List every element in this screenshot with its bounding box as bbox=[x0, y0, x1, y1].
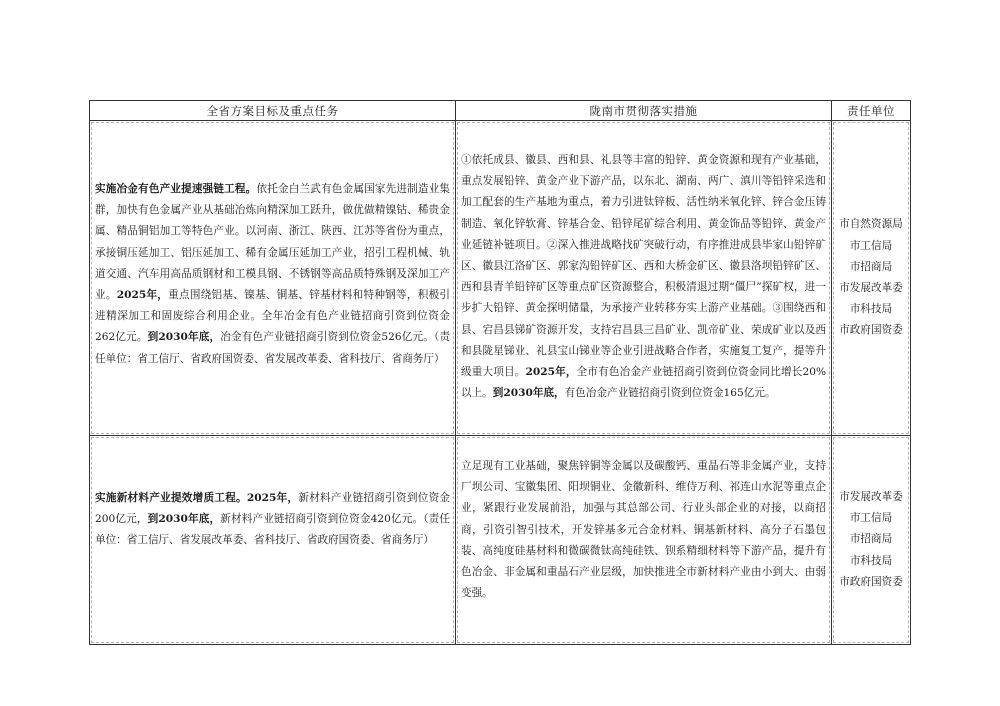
measure-body: 全市有色冶金产业链招商引资到位资金同比增长20%以上。 bbox=[461, 366, 827, 400]
responsible-unit: 市工信局 bbox=[849, 512, 893, 525]
task-body: 重点围绕铝基、镍基、铜基、锌基材料和特种钢等，积极引进精深加工和固废综合利用企业。全年冶金有色产业链招商引资到位资金262亿元。 bbox=[95, 289, 451, 344]
responsible-unit-list bbox=[833, 122, 909, 434]
city-measure-cell bbox=[456, 436, 832, 645]
province-task-cell bbox=[90, 436, 456, 645]
province-task-text bbox=[92, 438, 453, 552]
task-year: 2025年， bbox=[246, 492, 299, 504]
responsible-unit: 市科技局 bbox=[849, 303, 893, 316]
table-row bbox=[90, 121, 911, 436]
task-year: 到2030年底， bbox=[147, 513, 221, 526]
measure-body: 有色冶金产业链招商引资到位资金165亿元。 bbox=[564, 387, 776, 400]
measure-body: 立足现有工业基础，聚焦锌铜等金属以及碳酸钙、重晶石等非金属产业，支持厂坝公司、宝徽集团、阳坝铜业、金徽新科、维侍万利、祁连山水泥等重点企业，紧跟行业发展前沿，加强与其总部公司、行业头部企业的对接，以商招商，引资引智引技术，开发锌基多元合金材料、铜基新材料、高分子石墨包装、高纯度硅基材料和微碳微钛高纯硅铁、钡系精细材料等下游产品，提升有色冶金、非金属和重晶石产业层级，加快推进全市新材料产业由小到大、由弱变强。 bbox=[461, 460, 826, 600]
responsible-unit: 市政府国资委 bbox=[839, 324, 903, 337]
city-measure-text bbox=[458, 123, 829, 404]
task-lead: 实施新材料产业提效增质工程。 bbox=[95, 492, 247, 504]
responsible-unit-cell bbox=[832, 121, 911, 436]
responsible-unit: 市发展改革委 bbox=[839, 282, 903, 294]
table-header-row bbox=[90, 101, 911, 121]
task-year: 到2030年底， bbox=[147, 331, 221, 344]
responsible-unit: 市招商局 bbox=[849, 533, 893, 546]
responsible-unit: 市招商局 bbox=[849, 260, 893, 273]
responsible-unit: 市工信局 bbox=[849, 239, 893, 252]
responsible-unit: 市科技局 bbox=[849, 554, 893, 567]
province-task-cell bbox=[90, 121, 456, 436]
measure-year: 到2030年底， bbox=[492, 387, 565, 400]
measure-body: ①依托成县、徽县、西和县、礼县等丰富的铅锌、黄金资源和现有产业基础，重点发展铅锌、黄金产业下游产品，以东北、湖南、两广、滇川等铅锌采选和加工配套的生产基地为重点，着力引进钛锌板、活性纳米氧化锌、锌合金压铸制造、氧化锌软膏、锌基合金、铅锌尾矿综合利用、黄金饰品等铅锌、黄金产业延链补链项目。②深入推进战略找矿突破行动，有序推进成县毕家山铅锌矿区、徽县江洛矿区、郭家沟铅锌矿区、西和大桥金矿区、徽县洛坝铅锌矿区、西和县青羊铅锌矿区等重点矿区资源整合，积极清退过期“僵尸”探矿权，进一步扩大铅锌、黄金探明储量，为承接产业转移夯实上游产业基础。③围绕西和县、宕昌县锑矿资源开发，支持宕昌县三昌矿业、凯帝矿业、荣成矿业以及西和县陇星锑业、礼县宝山锑业等企业引进战略合作者，实施复工复产，提等升级重大项目。 bbox=[461, 154, 826, 379]
task-body: 冶金有色产业链招商引资到位资金526亿元。（责任单位：省工信厅、省政府国资委、省发展改革委、省科技厅、省商务厅） bbox=[95, 331, 450, 365]
measure-year: 2025年， bbox=[525, 366, 577, 379]
responsible-unit-cell bbox=[832, 436, 911, 645]
responsible-unit: 市政府国资委 bbox=[839, 575, 903, 588]
province-task-text bbox=[92, 123, 453, 370]
task-year: 2025年， bbox=[116, 289, 169, 302]
table-row bbox=[90, 436, 911, 645]
task-body: 新材料产业链招商引资到位资金200亿元， bbox=[95, 492, 451, 526]
header-province-task: 全省方案目标及重点任务 bbox=[90, 101, 456, 121]
responsible-unit-list bbox=[833, 437, 909, 643]
responsible-unit: 市自然资源局 bbox=[839, 218, 903, 231]
city-measure-cell bbox=[456, 121, 832, 436]
city-measure-text bbox=[458, 438, 829, 604]
task-body: 依托金白兰武有色金属国家先进制造业集群，加快有色金属产业从基础冶炼向精深加工跃升，做优做精镍钴、稀贵金属、精品铜铝加工等特色产业。以河南、浙江、陕西、江苏等省份为重点，承接铜压延加工、铝压延加工、稀有金属压延加工产业，招引工程机械、轨道交通、汽车用高品质钢材和工模具钢、不锈钢等高品质特殊钢及深加工产业。 bbox=[95, 183, 451, 302]
task-body: 新材料产业链招商引资到位资金420亿元。（责任单位：省工信厅、省发展改革委、省科技厅、省政府国资委、省商务厅） bbox=[95, 513, 450, 547]
header-responsible-unit: 责任单位 bbox=[832, 101, 911, 121]
task-lead: 实施冶金有色产业提速强链工程。 bbox=[95, 183, 257, 195]
policy-table bbox=[89, 100, 911, 645]
responsible-unit: 市发展改革委 bbox=[839, 490, 903, 503]
header-city-measures: 陇南市贯彻落实措施 bbox=[456, 101, 832, 121]
